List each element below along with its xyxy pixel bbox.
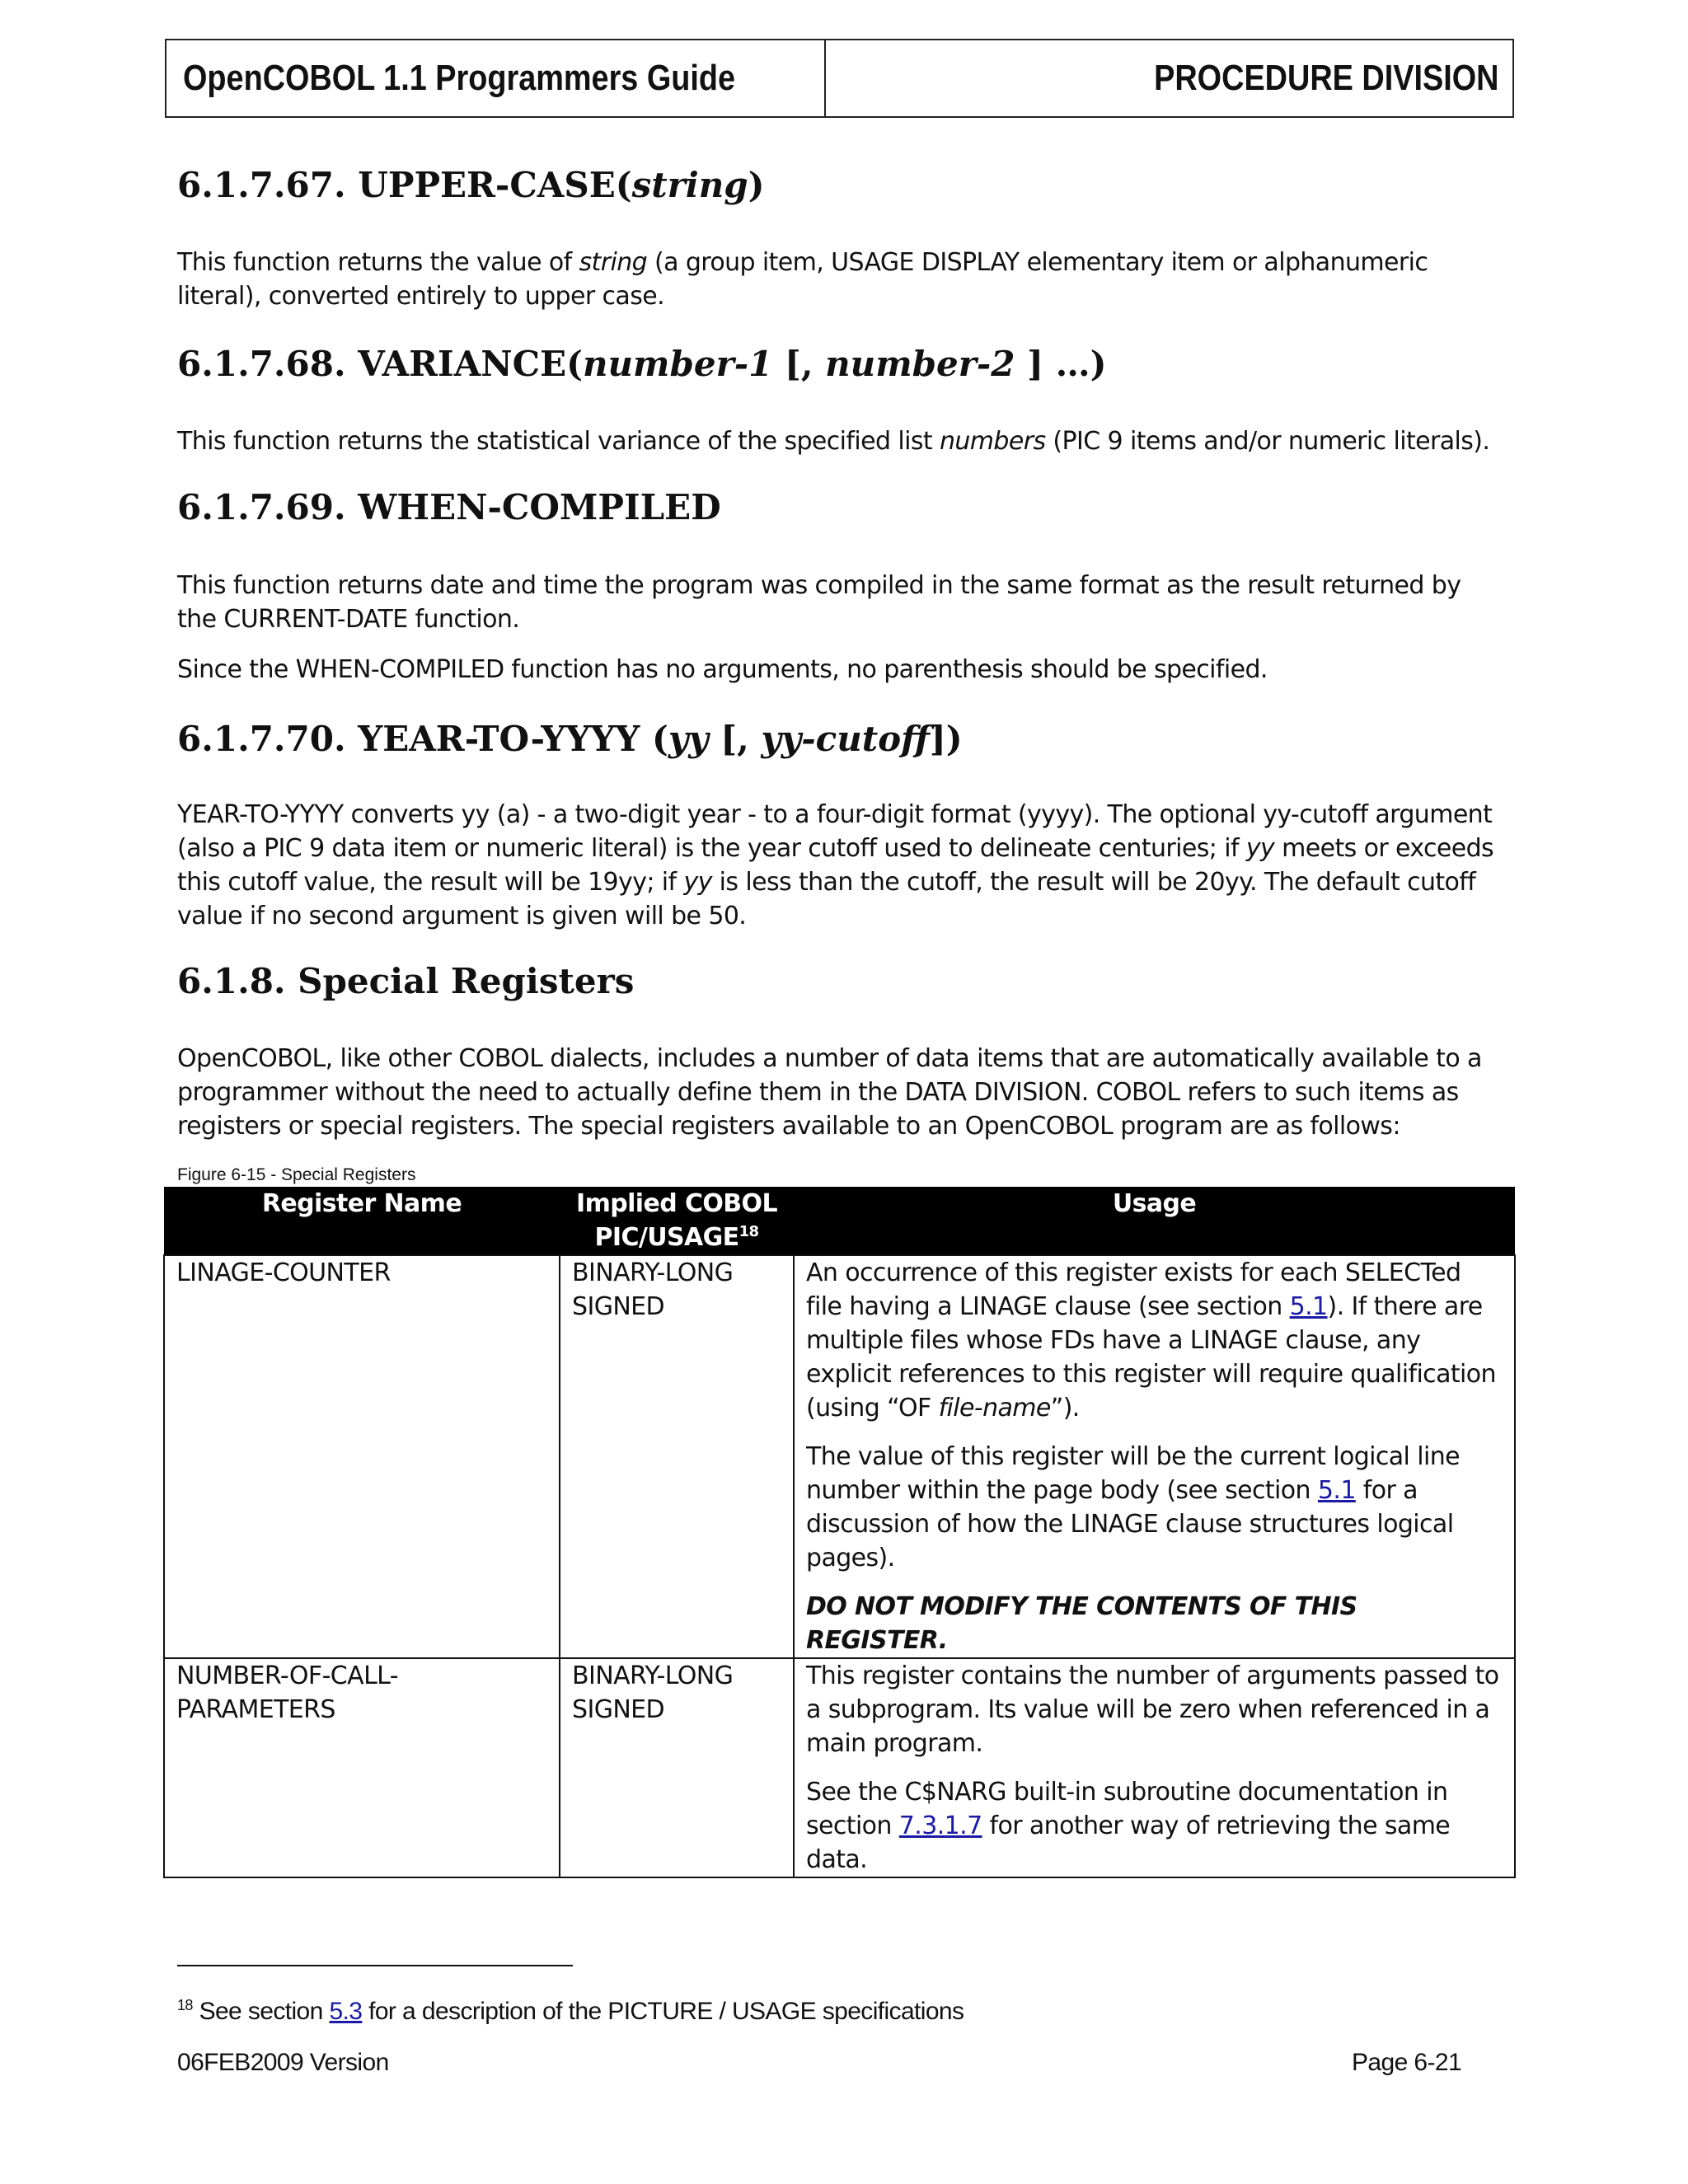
table-header-row — [164, 1187, 1515, 1255]
footnote-separator — [177, 1965, 573, 1966]
footer-page-number: Page 6-21 — [1352, 2049, 1462, 2076]
register-usage-cell — [794, 1255, 1515, 1658]
footnote-ref[interactable]: 18 — [738, 1223, 759, 1240]
figure-caption: Figure 6-15 - Special Registers — [177, 1165, 416, 1184]
usage-paragraph: This register contains the number of arguments passed to a subprogram. Its value will be zero when referenced in a main program. — [806, 1661, 1499, 1758]
register-pic-cell: BINARY-LONG SIGNED — [560, 1658, 794, 1877]
col-header-register-name: Register Name — [164, 1187, 560, 1255]
header-left-cell — [166, 40, 826, 116]
variance-description: This function returns the statistical variance of the specified list numbers (PIC 9 items and/or numeric literals). — [177, 427, 1490, 456]
page-header — [165, 39, 1514, 118]
when-compiled-description: This function returns date and time the program was compiled in the same format as the result returned by the CURRENT-DATE function. — [177, 571, 1461, 634]
col-header-usage: Usage — [794, 1187, 1515, 1255]
heading-upper-case: 6.1.7.67. UPPER-CASE(string) — [177, 165, 765, 205]
register-usage-cell — [794, 1658, 1515, 1877]
upper-case-description: This function returns the value of string (a group item, USAGE DISPLAY elementary item or alphanumeric literal), converted entirely to upper case. — [177, 248, 1428, 311]
when-compiled-note: Since the WHEN-COMPILED function has no arguments, no parenthesis should be specified. — [177, 655, 1268, 684]
usage-paragraph: See the C$NARG built-in subroutine documentation in section 7.3.1.7 for another way of retrieving the same data. — [806, 1778, 1451, 1874]
section-link[interactable]: 7.3.1.7 — [898, 1811, 982, 1840]
heading-when-compiled: 6.1.7.69. WHEN-COMPILED — [177, 487, 721, 527]
section-link[interactable]: 5.1 — [1317, 1476, 1356, 1505]
footer-version: 06FEB2009 Version — [177, 2049, 389, 2076]
year-to-yyyy-description: YEAR-TO-YYYY converts yy (a) - a two-digit year - to a four-digit format (yyyy). The optional yy-cutoff argument (also a PIC 9 data item or numeric literal) is the year cutoff used to delineate centuries; if yy meets or exceeds this cutoff value, the result will be 19yy; if yy is less than the cutoff, the result will be 20yy. The default cutoff value if no second argument is given will be 50. — [177, 800, 1494, 930]
special-registers-intro: OpenCOBOL, like other COBOL dialects, includes a number of data items that are automatically available to a programmer without the need to actually define them in the DATA DIVISION. COBOL refers to such items as registers or special registers. The special registers available to an OpenCOBOL program are as follows: — [177, 1044, 1482, 1141]
header-right-cell — [826, 40, 1512, 116]
usage-paragraph: The value of this register will be the current logical line number within the page body (see section 5.1 for a discussion of how the LINAGE clause structures logical pages). — [806, 1442, 1460, 1572]
special-registers-table — [163, 1187, 1516, 1878]
register-pic-cell: BINARY-LONG SIGNED — [560, 1255, 794, 1658]
col-header-pic-usage: Implied COBOL PIC/USAGE$^{18}$ — [560, 1187, 794, 1255]
table-row — [164, 1658, 1515, 1877]
heading-variance: 6.1.7.68. VARIANCE(number-1 [, number-2 ] …) — [177, 344, 1107, 384]
footnote: $^{18}$ See section 5.3 for a description of the PICTURE / USAGE specifications — [177, 1997, 964, 2025]
usage-paragraph: An occurrence of this register exists for each SELECTed file having a LINAGE clause (see section 5.1). If there are multiple files whose FDs have a LINAGE clause, any explicit references to this register will require qualification (using “OF file-name”). — [806, 1258, 1496, 1422]
heading-special-registers: 6.1.8. Special Registers — [177, 961, 635, 1001]
section-link[interactable]: 5.3 — [329, 1998, 363, 2025]
section-link[interactable]: 5.1 — [1289, 1292, 1328, 1321]
usage-warning: DO NOT MODIFY THE CONTENTS OF THIS REGISTER. — [806, 1592, 1357, 1655]
footnote-number: 18 — [177, 1997, 193, 2013]
table-row — [164, 1255, 1515, 1658]
heading-year-to-yyyy: 6.1.7.70. YEAR-TO-YYYY (yy [, yy-cutoff]) — [177, 719, 963, 759]
register-name-cell: LINAGE-COUNTER — [164, 1255, 560, 1658]
header-section: PROCEDURE DIVISION — [1154, 58, 1499, 98]
header-title: OpenCOBOL 1.1 Programmers Guide — [183, 58, 736, 98]
register-name-cell: NUMBER-OF-CALL-PARAMETERS — [164, 1658, 560, 1877]
